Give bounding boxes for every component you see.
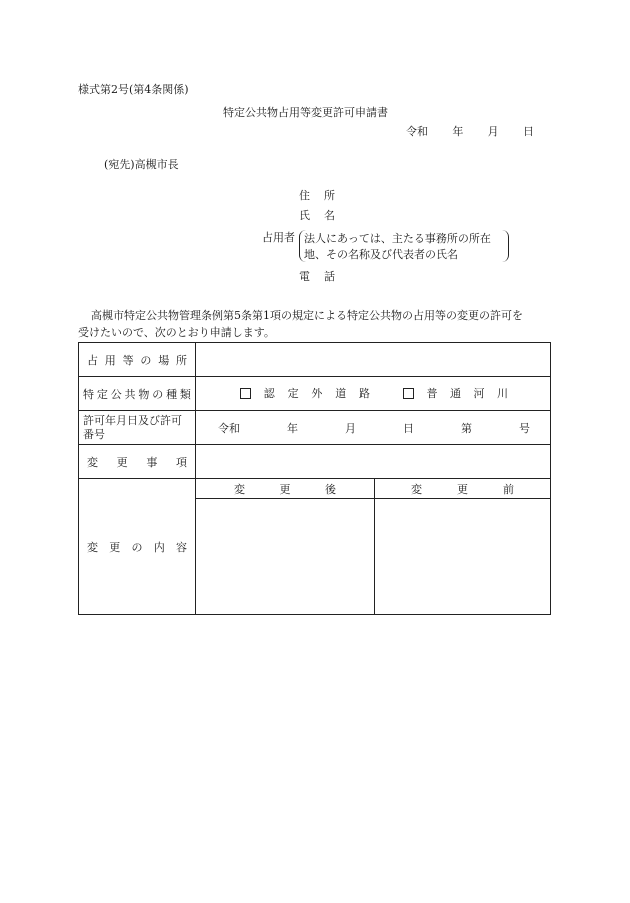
- row-change-item: [79, 445, 551, 479]
- type-options: [196, 377, 551, 411]
- address-label: 住 所: [299, 189, 335, 202]
- phone-label: 電 話: [299, 270, 335, 283]
- location-field[interactable]: [196, 343, 551, 377]
- body-text-line1: 高槻市特定公共物管理条例第5条第1項の規定による特定公共物の占用等の変更の許可を: [91, 309, 523, 322]
- date-year: 年: [452, 125, 464, 138]
- header-after: 変 更 後: [196, 479, 375, 499]
- label-change-item: 変 更 事 項: [79, 445, 196, 479]
- label-change-content: 変 更 の 内 容: [79, 479, 196, 615]
- date-day: 日: [522, 125, 534, 138]
- label-permit: 許可年月日及び許可 番号: [79, 411, 196, 445]
- row-change-headers: [79, 479, 551, 499]
- date-line: [406, 126, 534, 137]
- label-type: 特 定 公 共 物 の 種 類: [79, 377, 196, 411]
- header-before: 変 更 前: [375, 479, 551, 499]
- body-text-line2: 受けたいので、次のとおり申請します。: [78, 326, 275, 339]
- row-type: [79, 377, 551, 411]
- form-number: 様式第2号(第4条関係): [78, 83, 189, 96]
- label-location: 占 用 等 の 場 所: [79, 343, 196, 377]
- name-label: 氏 名: [299, 209, 335, 222]
- date-era: 令和: [406, 125, 428, 138]
- change-item-field[interactable]: [196, 445, 551, 479]
- checkbox-river[interactable]: [403, 388, 414, 399]
- row-permit: [79, 411, 551, 445]
- application-table: [78, 342, 551, 615]
- occupant-note-line1: 法人にあっては、主たる事務所の所在: [304, 232, 491, 245]
- permit-field[interactable]: 令和 年 月 日 第 号: [196, 411, 551, 445]
- checkbox-road[interactable]: [240, 388, 251, 399]
- occupant-label: 占用者: [262, 231, 295, 244]
- addressee: (宛先)高槻市長: [104, 158, 179, 171]
- row-location: [79, 343, 551, 377]
- change-after-field[interactable]: [196, 499, 375, 615]
- date-month: 月: [487, 125, 499, 138]
- occupant-note-line2: 地、その名称及び代表者の氏名: [304, 248, 458, 261]
- change-before-field[interactable]: [375, 499, 551, 615]
- option-road[interactable]: 認 定 外 道 路: [240, 388, 370, 399]
- option-river[interactable]: 普 通 河 川: [403, 388, 508, 399]
- page-title: 特定公共物占用等変更許可申請書: [223, 106, 388, 119]
